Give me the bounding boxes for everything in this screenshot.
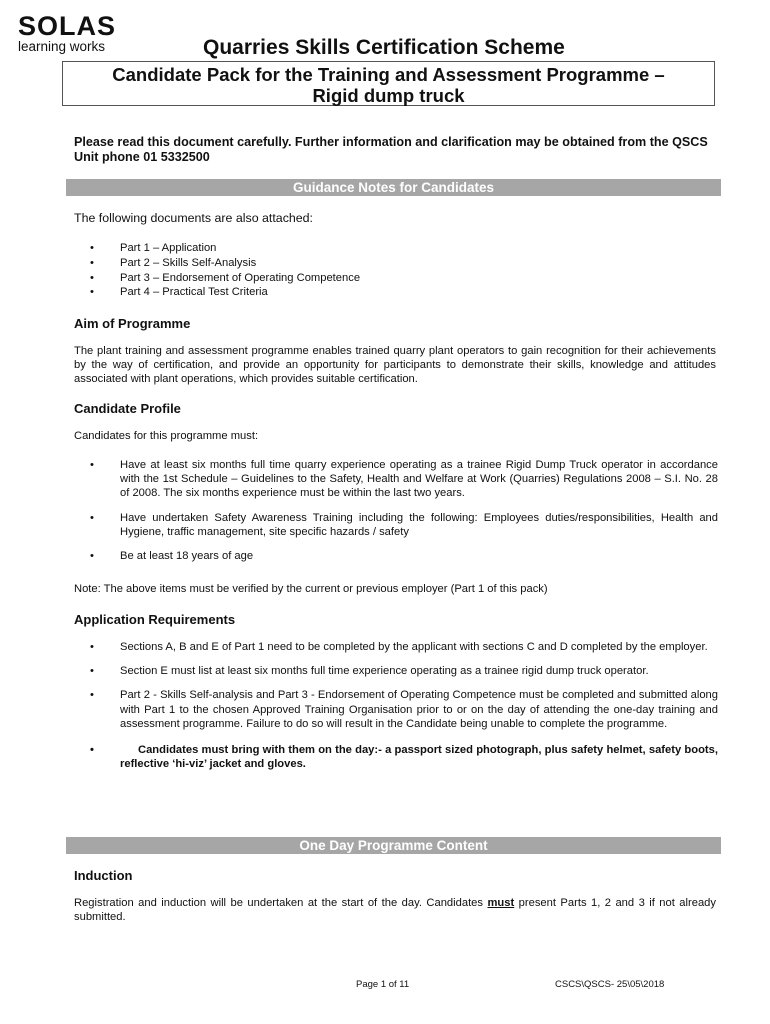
attached-intro: The following documents are also attached: [74, 211, 314, 225]
profile-list [90, 458, 718, 563]
list-item-text: Have at least six months full time quarry experience operating as a trainee Rigid Dump Truck operator in accordance with the 1st Schedule – Guidelines to the Safety, Health and Welfare at Work (Quarries) Regulations 2008 – S.I. No. 28 of 2008. The six months experience must be within the last two years. [120, 459, 718, 500]
guidance-banner: Guidance Notes for Candidates [66, 179, 721, 196]
bullet-icon: • [90, 271, 94, 284]
document-title-box [62, 61, 715, 106]
bullet-icon: • [90, 744, 94, 757]
solas-logo [18, 12, 128, 54]
induction-emphasis: must [487, 897, 515, 909]
bullet-icon: • [90, 256, 94, 269]
programme-banner: One Day Programme Content [66, 837, 721, 854]
list-item-text: Section E must list at least six months full time experience operating as a trainee rigid dump truck operator. [120, 665, 649, 678]
attached-list [90, 241, 718, 300]
induction-text [74, 896, 716, 924]
profile-intro: Candidates for this programme must: [74, 430, 259, 442]
intro-notice: Please read this document carefully. Further information and clarification may be obtained from the QSCS Unit phone 01 5332500 [74, 135, 708, 164]
list-item-text: Part 4 – Practical Test Criteria [120, 286, 268, 299]
list-item [90, 640, 718, 654]
list-item [90, 241, 718, 256]
list-item [90, 688, 718, 731]
list-item-text: Be at least 18 years of age [120, 550, 254, 563]
document-title-line1: Candidate Pack for the Training and Assessment Programme – [112, 64, 665, 85]
induction-text-part: Registration and induction will be undertaken at the start of the day. Candidates [74, 897, 488, 909]
bullet-icon: • [90, 286, 94, 299]
scheme-title: Quarries Skills Certification Scheme [203, 36, 565, 59]
list-item-text: Sections A, B and E of Part 1 need to be completed by the applicant with sections C and D completed by the employer. [120, 641, 708, 653]
list-item [90, 664, 718, 678]
list-item [90, 743, 718, 771]
document-title-line2: Rigid dump truck [312, 85, 465, 106]
logo-brand: SOLAS [18, 11, 117, 41]
list-item-text: Candidates must bring with them on the day:- a passport sized photograph, plus safety helmet, safety boots, reflective ‘hi-viz’ jacket and gloves. [120, 744, 718, 771]
list-item-text: Have undertaken Safety Awareness Training including the following: Employees duties/responsibilities, Health and Hygiene, traffic management, site specific hazards / safety [120, 511, 718, 538]
list-item [90, 285, 718, 300]
bullet-icon: • [90, 242, 94, 254]
list-item-text: Part 1 – Application [120, 242, 217, 254]
bullet-icon: • [90, 665, 94, 678]
list-item [90, 271, 718, 286]
list-item-text: Part 2 – Skills Self-Analysis [120, 256, 257, 269]
requirements-heading: Application Requirements [74, 612, 236, 627]
profile-note: Note: The above items must be verified by the current or previous employer (Part 1 of this pack) [74, 583, 548, 595]
requirements-list [90, 640, 718, 771]
bullet-icon: • [90, 689, 94, 702]
list-item-text: Part 2 - Skills Self-analysis and Part 3 - Endorsement of Operating Competence must be completed and submitted along with Part 1 to the chosen Approved Training Organisation prior to or on the day of attending the one-day training and assessment programme. Failure to do so will result in the Candidate being unable to complete the programme. [120, 689, 718, 730]
list-item [90, 256, 718, 271]
aim-heading: Aim of Programme [74, 316, 191, 331]
list-item [90, 511, 718, 539]
list-item [90, 549, 718, 563]
bullet-icon: • [90, 511, 94, 524]
aim-text: The plant training and assessment programme enables trained quarry plant operators to gain recognition for their achievements by the way of certification, and provide an opportunity for participants to demonstrate their skills, knowledge and attitudes associated with plant operations, which provides suitable certification. [74, 345, 716, 386]
page-number: Page 1 of 11 [356, 979, 410, 990]
bullet-icon: • [90, 550, 94, 563]
list-item [90, 458, 718, 501]
induction-text-part: present Parts 1, 2 and 3 if not already submitted. [74, 897, 717, 924]
logo-tagline: learning works [18, 39, 106, 54]
bullet-icon: • [90, 641, 94, 653]
profile-heading: Candidate Profile [74, 401, 181, 416]
document-reference: CSCS\QSCS- 25\05\2018 [555, 979, 665, 990]
bullet-icon: • [90, 459, 94, 471]
list-item-text: Part 3 – Endorsement of Operating Competence [120, 271, 361, 284]
induction-heading: Induction [74, 868, 133, 883]
